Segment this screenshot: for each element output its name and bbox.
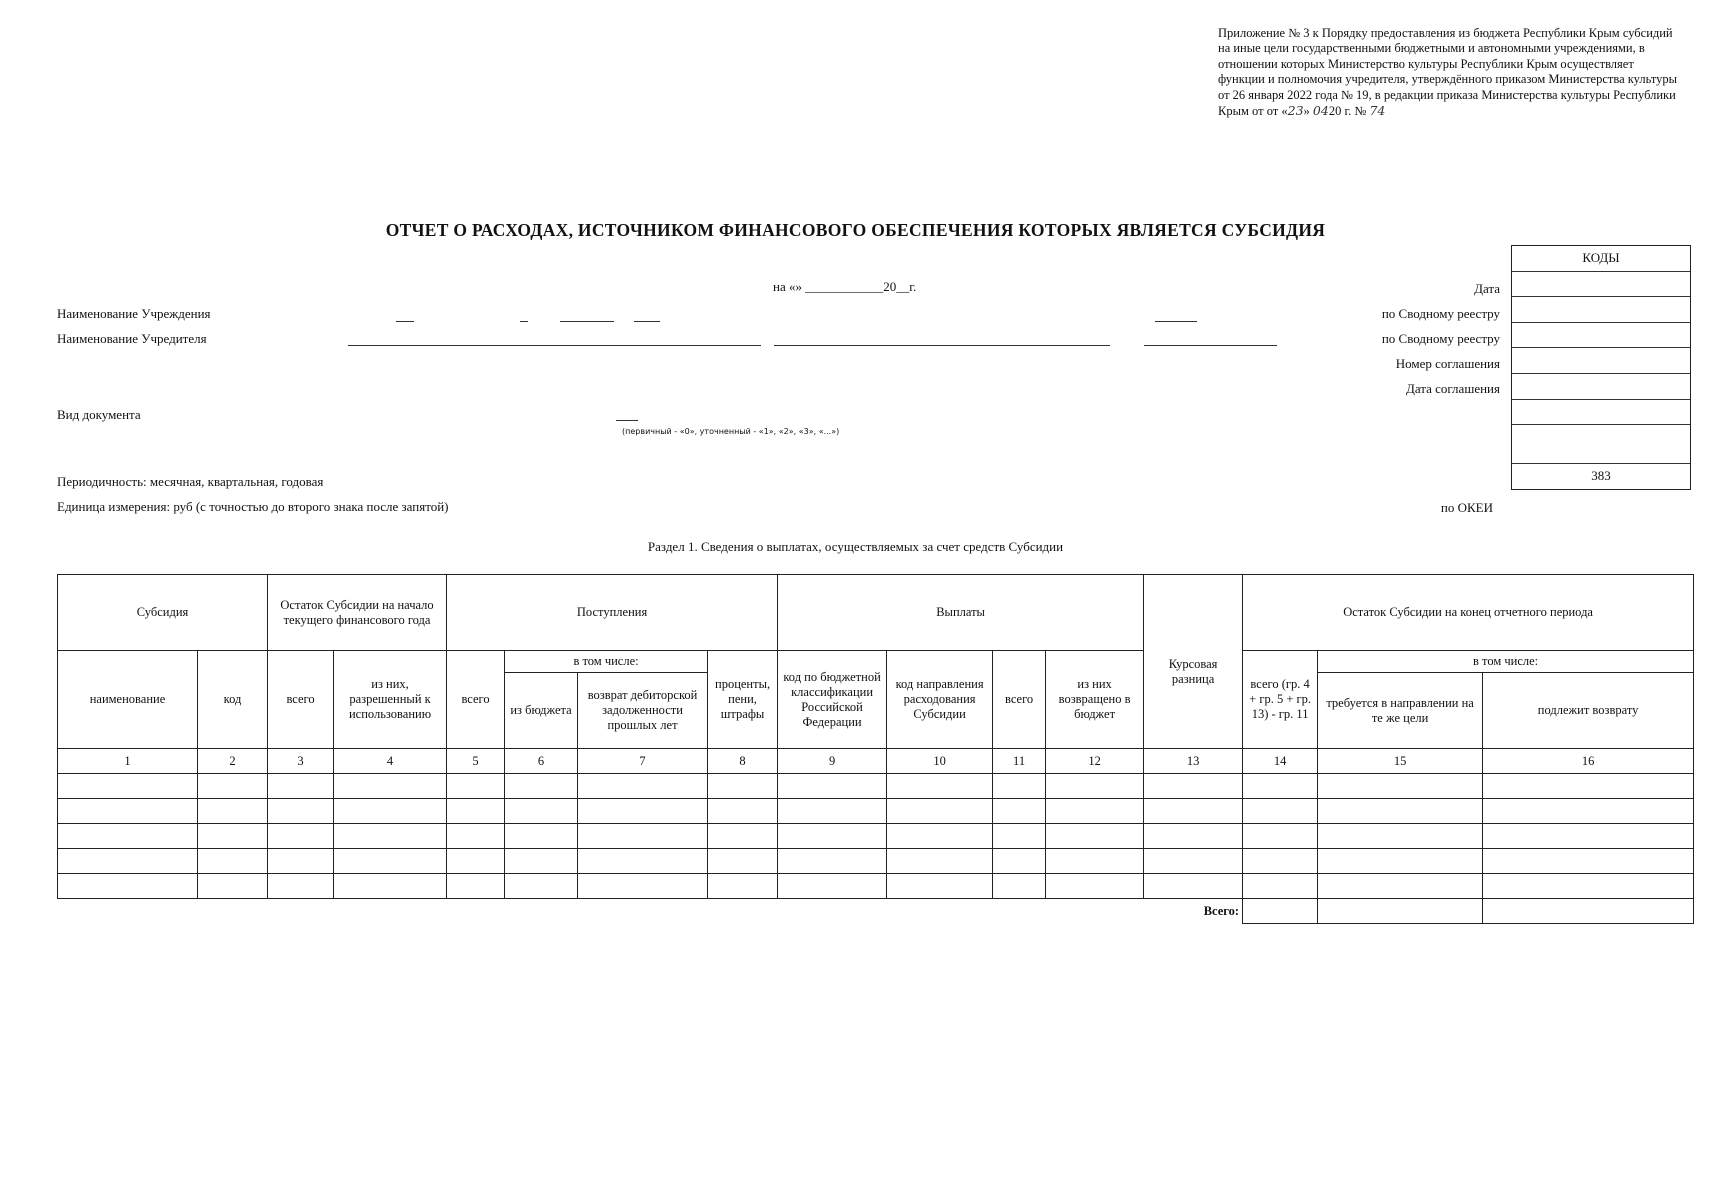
table-cell[interactable] <box>578 799 708 824</box>
table-row <box>58 799 1694 824</box>
table-cell[interactable] <box>268 774 334 799</box>
table-cell[interactable] <box>334 824 447 849</box>
table-cell[interactable] <box>198 874 268 899</box>
group-balance-start: Остаток Субсидии на начало текущего финансового года <box>268 575 447 651</box>
label-registry-2: по Сводному реестру <box>1381 331 1500 346</box>
doc-type-field-line[interactable] <box>616 420 638 421</box>
header-note-day: 23 <box>1287 103 1304 119</box>
table-cell[interactable] <box>268 824 334 849</box>
label-okei: по ОКЕИ <box>1440 500 1493 515</box>
group-balance-end: Остаток Субсидии на конец отчетного периода <box>1243 575 1694 651</box>
header-note <box>1218 26 1678 119</box>
table-cell[interactable] <box>1046 799 1144 824</box>
table-row <box>58 849 1694 874</box>
table-row <box>58 774 1694 799</box>
label-founder: Наименование Учредителя <box>57 331 207 346</box>
table-cell[interactable] <box>1046 874 1144 899</box>
col-end-total: всего (гр. 4 + гр. 5 + гр. 13) - гр. 11 <box>1243 651 1318 749</box>
col-receipts-total: всего <box>447 651 505 749</box>
column-number: 14 <box>1243 749 1318 774</box>
table-cell[interactable] <box>1243 874 1318 899</box>
table-cell[interactable] <box>1144 874 1243 899</box>
table-cell[interactable] <box>708 799 778 824</box>
codes-header: КОДЫ <box>1582 250 1620 265</box>
table-cell[interactable] <box>505 874 578 899</box>
col-returned: из них возвращено в бюджет <box>1046 651 1144 749</box>
table-cell[interactable] <box>198 824 268 849</box>
end-including: в том числе: <box>1318 651 1694 673</box>
col-same-purpose: требуется в направлении на те же цели <box>1318 673 1483 749</box>
table-cell[interactable] <box>1318 874 1483 899</box>
table-cell[interactable] <box>887 774 993 799</box>
header-note-number: 74 <box>1369 103 1386 119</box>
table-cell[interactable] <box>505 774 578 799</box>
total-row <box>58 899 1694 924</box>
table-cell[interactable] <box>447 874 505 899</box>
code-cell-doc-type[interactable] <box>1512 399 1690 425</box>
total-cell-15[interactable] <box>1318 899 1483 924</box>
code-cell-okei: 383 <box>1512 463 1690 489</box>
total-cell-14[interactable] <box>1243 899 1318 924</box>
doc-type-legend: (первичный - «0», уточненный - «1», «2», «3», «...») <box>622 427 840 436</box>
table-cell[interactable] <box>708 849 778 874</box>
table-cell[interactable] <box>58 799 198 824</box>
table-cell[interactable] <box>1144 774 1243 799</box>
table-cell[interactable] <box>58 849 198 874</box>
column-number: 15 <box>1318 749 1483 774</box>
column-number: 4 <box>334 749 447 774</box>
table-cell[interactable] <box>1144 849 1243 874</box>
table-cell[interactable] <box>1483 874 1694 899</box>
label-date: Дата <box>1474 281 1500 296</box>
group-receipts: Поступления <box>447 575 778 651</box>
col-from-budget: из бюджета <box>505 673 578 749</box>
total-cell-16[interactable] <box>1483 899 1694 924</box>
column-number: 16 <box>1483 749 1694 774</box>
label-agreement-number: Номер соглашения <box>1395 356 1500 371</box>
column-number: 12 <box>1046 749 1144 774</box>
table-cell[interactable] <box>887 874 993 899</box>
receipts-including: в том числе: <box>505 651 708 673</box>
header-row-groups <box>58 575 1694 651</box>
table-row <box>58 824 1694 849</box>
table-cell[interactable] <box>1318 774 1483 799</box>
table-cell[interactable] <box>993 874 1046 899</box>
table-cell[interactable] <box>505 849 578 874</box>
institution-field-line[interactable] <box>560 321 614 322</box>
founder-field-line[interactable] <box>774 345 1110 346</box>
table-cell[interactable] <box>1243 774 1318 799</box>
label-unit: Единица измерения: руб (с точностью до второго знака после запятой) <box>57 499 449 514</box>
table-cell[interactable] <box>447 799 505 824</box>
col-budget-code: код по бюджетной классификации Российской Федерации <box>778 651 887 749</box>
table-cell[interactable] <box>1318 799 1483 824</box>
founder-field-line[interactable] <box>348 345 761 346</box>
header-note-quote: » <box>1303 104 1310 119</box>
table-cell[interactable] <box>887 799 993 824</box>
table-cell[interactable] <box>708 774 778 799</box>
institution-field-line[interactable] <box>520 321 528 322</box>
institution-field-line[interactable] <box>634 321 660 322</box>
column-number: 11 <box>993 749 1046 774</box>
total-spacer <box>58 899 1046 924</box>
table-cell[interactable] <box>887 849 993 874</box>
label-doc-type: Вид документа <box>57 407 141 422</box>
code-cell-agreement-date[interactable] <box>1512 373 1690 399</box>
column-number: 8 <box>708 749 778 774</box>
header-note-text: Приложение № 3 к Порядку предоставления из бюджета Республики Крым субсидий на иные цели государственными бюджетными и автономными учреждениями, в отношении которых Министерство культуры Республики Крым осуществляет функции и полномочия учредителя, утверждённого приказом Министерства культуры от 26 января 2022 года № 19, в редакции приказа Министерства культуры Республики Крым от от « <box>1218 26 1678 119</box>
table-cell[interactable] <box>578 774 708 799</box>
code-cell-registry-1[interactable] <box>1512 296 1690 322</box>
col-direction-code: код направления расходования Субсидии <box>887 651 993 749</box>
table-cell[interactable] <box>993 799 1046 824</box>
column-number: 1 <box>58 749 198 774</box>
header-note-year: 20 г. № <box>1328 104 1367 119</box>
col-to-return: подлежит возврату <box>1483 673 1694 749</box>
table-cell[interactable] <box>334 849 447 874</box>
col-code: код <box>198 651 268 749</box>
table-cell[interactable] <box>1144 824 1243 849</box>
document-title: ОТЧЕТ О РАСХОДАХ, ИСТОЧНИКОМ ФИНАНСОВОГО ОБЕСПЕЧЕНИЯ КОТОРЫХ ЯВЛЯЕТСЯ СУБСИДИЯ <box>385 220 1326 240</box>
table-cell[interactable] <box>58 774 198 799</box>
table-cell[interactable] <box>1318 824 1483 849</box>
table-cell[interactable] <box>268 874 334 899</box>
table-cell[interactable] <box>993 849 1046 874</box>
table-cell[interactable] <box>778 799 887 824</box>
header-note-month: 04 <box>1312 103 1329 119</box>
table-cell[interactable] <box>1483 824 1694 849</box>
table-cell[interactable] <box>1046 849 1144 874</box>
table-cell[interactable] <box>778 824 887 849</box>
table-cell[interactable] <box>1483 799 1694 824</box>
label-agreement-date: Дата соглашения <box>1405 381 1500 396</box>
code-cell-agreement-number[interactable] <box>1512 347 1690 373</box>
table-cell[interactable] <box>447 824 505 849</box>
table-cell[interactable] <box>887 824 993 849</box>
table-cell[interactable] <box>334 799 447 824</box>
institution-field-line[interactable] <box>396 321 414 322</box>
table-cell[interactable] <box>1046 774 1144 799</box>
table-cell[interactable] <box>505 799 578 824</box>
column-numbers-row <box>58 749 1694 774</box>
table-cell[interactable] <box>578 824 708 849</box>
group-payments: Выплаты <box>778 575 1144 651</box>
report-date-line: на «» ____________20__г. <box>773 279 917 294</box>
label-institution: Наименование Учреждения <box>57 306 211 321</box>
table-cell[interactable] <box>993 824 1046 849</box>
table-cell[interactable] <box>447 849 505 874</box>
report-table-wrap <box>57 574 1694 924</box>
report-table <box>57 574 1694 924</box>
col-interest: проценты, пени, штрафы <box>708 651 778 749</box>
section-title: Раздел 1. Сведения о выплатах, осуществляемых за счет средств Субсидии <box>647 539 1064 554</box>
table-cell[interactable] <box>198 799 268 824</box>
header-row-including <box>58 651 1694 673</box>
column-number: 7 <box>578 749 708 774</box>
group-subsidy: Субсидия <box>58 575 268 651</box>
table-cell[interactable] <box>708 824 778 849</box>
table-cell[interactable] <box>334 774 447 799</box>
table-cell[interactable] <box>578 874 708 899</box>
column-number: 13 <box>1144 749 1243 774</box>
institution-field-line[interactable] <box>1155 321 1197 322</box>
table-cell[interactable] <box>1318 849 1483 874</box>
col-receivables-return: возврат дебиторской задолженности прошлых лет <box>578 673 708 749</box>
table-cell[interactable] <box>334 874 447 899</box>
col-start-total: всего <box>268 651 334 749</box>
column-number: 3 <box>268 749 334 774</box>
column-number: 2 <box>198 749 268 774</box>
table-cell[interactable] <box>778 874 887 899</box>
col-payments-total: всего <box>993 651 1046 749</box>
table-cell[interactable] <box>58 824 198 849</box>
column-number: 6 <box>505 749 578 774</box>
column-number: 10 <box>887 749 993 774</box>
table-cell[interactable] <box>1483 849 1694 874</box>
table-cell[interactable] <box>1144 799 1243 824</box>
code-cell-periodicity[interactable] <box>1512 424 1690 463</box>
table-cell[interactable] <box>1046 824 1144 849</box>
table-cell[interactable] <box>1243 799 1318 824</box>
group-exchange: Курсовая разница <box>1144 575 1243 749</box>
table-cell[interactable] <box>268 799 334 824</box>
table-cell[interactable] <box>447 774 505 799</box>
label-periodicity: Периодичность: месячная, квартальная, годовая <box>57 474 324 489</box>
column-number: 9 <box>778 749 887 774</box>
col-start-allowed: из них, разрешенный к использованию <box>334 651 447 749</box>
table-cell[interactable] <box>708 874 778 899</box>
table-cell[interactable] <box>993 774 1046 799</box>
total-label: Всего: <box>1046 899 1243 924</box>
table-row <box>58 874 1694 899</box>
table-cell[interactable] <box>198 849 268 874</box>
table-cell[interactable] <box>1243 849 1318 874</box>
table-cell[interactable] <box>268 849 334 874</box>
column-number: 5 <box>447 749 505 774</box>
table-cell[interactable] <box>1483 774 1694 799</box>
table-cell[interactable] <box>1243 824 1318 849</box>
table-cell[interactable] <box>505 824 578 849</box>
code-cell-registry-2[interactable] <box>1512 322 1690 348</box>
table-cell[interactable] <box>778 849 887 874</box>
founder-field-line[interactable] <box>1144 345 1277 346</box>
table-cell[interactable] <box>58 874 198 899</box>
codes-box <box>1511 245 1691 490</box>
table-cell[interactable] <box>778 774 887 799</box>
code-cell-date[interactable] <box>1512 271 1690 297</box>
table-cell[interactable] <box>578 849 708 874</box>
label-registry-1: по Сводному реестру <box>1381 306 1500 321</box>
table-cell[interactable] <box>198 774 268 799</box>
col-name: наименование <box>58 651 198 749</box>
